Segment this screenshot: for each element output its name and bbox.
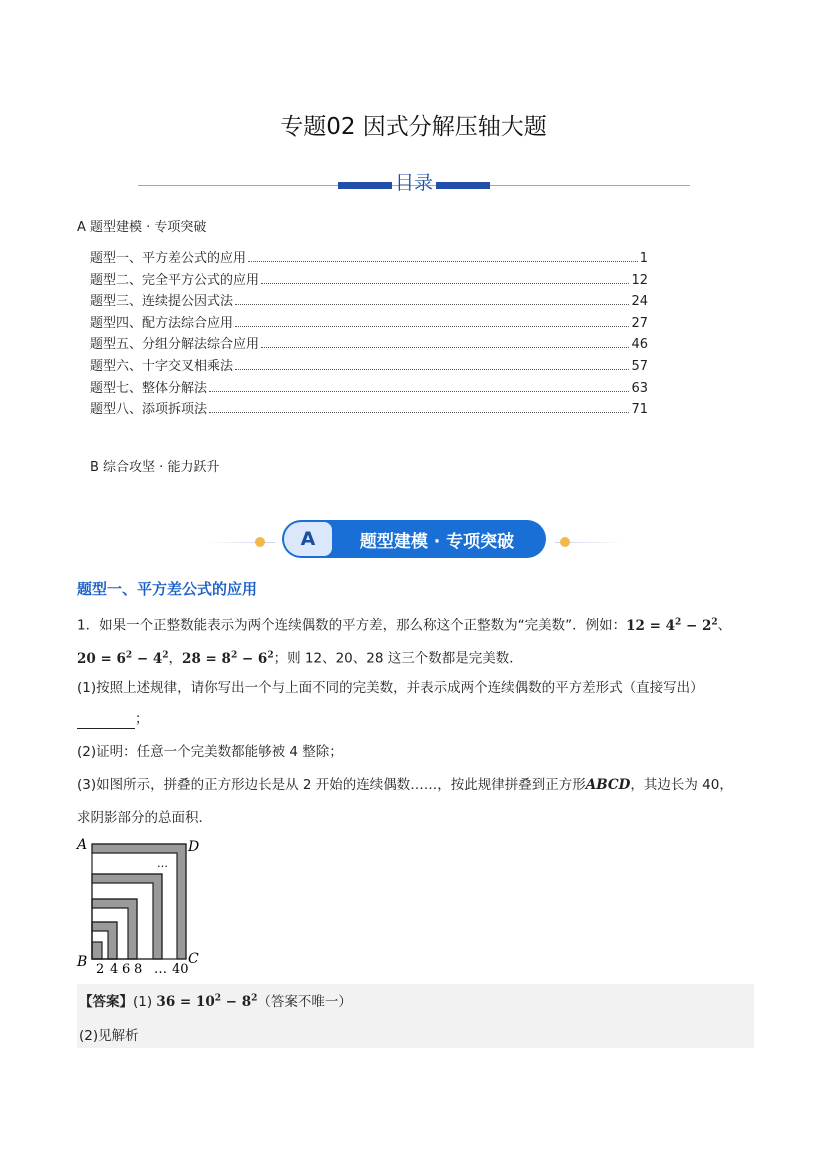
bottom-label: 2	[96, 962, 105, 976]
toc-item-label: 题型八、添项拆项法	[90, 402, 208, 418]
toc-item-page: 24	[631, 294, 648, 310]
toc-item-label: 题型五、分组分解法综合应用	[90, 337, 260, 353]
toc-item-label: 题型六、十字交叉相乘法	[90, 359, 234, 374]
equation-3: $28 = 8^2 - 6^2$	[182, 650, 274, 667]
question-3-line-1: (3)如图所示，拼叠的正方形边长是从 2 开始的连续偶数……，按此规律拼叠到正方形ABCD，其边长为 40，	[77, 777, 733, 793]
toc-item-label: 题型一、平方差公式的应用	[90, 251, 247, 266]
banner-text: 题型建模 · 专项突破	[359, 531, 515, 552]
square-abcd: ABCD	[585, 777, 631, 793]
toc-section-a: A 题型建模 · 专项突破	[77, 220, 207, 235]
equation-1: $12 = 4^2 - 2^2$	[626, 617, 718, 634]
toc-item[interactable]	[90, 378, 648, 396]
toc-bar-right	[436, 182, 490, 189]
corner-d: D	[188, 839, 200, 855]
nested-squares-figure	[74, 836, 204, 976]
toc-bar-left	[338, 182, 392, 189]
banner-dot-left	[255, 537, 265, 547]
toc-item[interactable]	[90, 248, 648, 266]
problem-line-1: 1．如果一个正整数能表示为两个连续偶数的平方差，那么称这个正整数为“完美数”．例如：$12 = 4^2 - 2^2$、	[77, 617, 732, 634]
toc-label: 目录	[394, 172, 433, 194]
corner-c: C	[188, 951, 199, 967]
answer-equation: $36 = 10^2 - 8^2$	[156, 993, 258, 1010]
bottom-label: 40	[172, 962, 189, 976]
toc-section-b: B 综合攻坚 · 能力跃升	[90, 460, 220, 475]
problem-line-2-tail: ；则 12、20、28 这三个数都是完美数．	[273, 650, 523, 667]
toc-item[interactable]	[90, 291, 648, 309]
answer-box	[77, 984, 754, 1048]
toc-item-label: 题型四、配方法综合应用	[90, 315, 234, 331]
bottom-label: 4	[110, 962, 119, 976]
section-heading: 题型一、平方差公式的应用	[77, 580, 258, 598]
toc-leader-dots	[235, 369, 629, 370]
bottom-label: …	[154, 962, 167, 976]
toc-item-page: 1	[639, 251, 648, 266]
answer-line-1: 【答案】(1) $36 = 10^2 - 8^2$（答案不唯一）	[79, 993, 352, 1010]
toc-item-page: 63	[631, 380, 648, 396]
question-3-line-2: 求阴影部分的总面积．	[77, 810, 212, 826]
square-2	[92, 942, 102, 959]
toc-item-page: 12	[631, 272, 648, 288]
bottom-labels	[96, 962, 189, 976]
toc-item[interactable]	[90, 334, 648, 352]
bottom-label: 8	[134, 962, 143, 976]
question-2: (2)证明：任意一个完美数都能够被 4 整除；	[77, 744, 343, 760]
answer-label: 【答案】	[79, 994, 133, 1010]
toc-leader-dots	[261, 347, 629, 348]
toc-item-page: 27	[631, 315, 648, 331]
toc-item-label: 题型二、完全平方公式的应用	[90, 272, 260, 288]
toc-item-page: 71	[631, 402, 648, 418]
toc-leader-dots	[235, 326, 629, 327]
problem-intro: 1．如果一个正整数能表示为两个连续偶数的平方差，那么称这个正整数为“完美数”．例如：	[77, 617, 627, 634]
toc-leader-dots	[248, 261, 638, 262]
toc-leader-dots	[235, 304, 629, 305]
question-1: (1)按照上述规律，请你写出一个与上面不同的完美数，并表示成两个连续偶数的平方差形式（直接写出）	[77, 680, 704, 696]
toc-item-label: 题型三、连续提公因式法	[90, 294, 234, 310]
page-title: 专题02 因式分解压轴大题	[280, 114, 547, 140]
toc-leader-dots	[209, 412, 629, 413]
toc-item[interactable]	[90, 356, 648, 374]
corner-a: A	[77, 837, 88, 853]
section-banner	[282, 520, 546, 558]
equation-2: $20 = 6^2 - 4^2$	[77, 650, 169, 667]
banner-letter: A	[284, 522, 332, 556]
toc-item-page: 57	[631, 359, 648, 374]
toc-leader-dots	[261, 283, 629, 284]
toc-item[interactable]	[90, 270, 648, 288]
answer-line-2: (2)见解析	[79, 1028, 139, 1044]
banner-dot-right	[560, 537, 570, 547]
bottom-label: 6	[122, 962, 131, 976]
toc-leader-dots	[209, 391, 629, 392]
answer-note: （答案不唯一）	[257, 994, 352, 1010]
corner-b: B	[77, 954, 88, 970]
toc-item-label: 题型七、整体分解法	[90, 380, 208, 396]
toc-item[interactable]	[90, 313, 648, 331]
toc-item[interactable]	[90, 399, 648, 417]
question-1-answer-line: ；	[77, 709, 757, 729]
toc-item-page: 46	[631, 337, 648, 353]
answer-blank	[77, 714, 135, 729]
figure-dots: …	[157, 857, 168, 870]
problem-line-2: $20 = 6^2 - 4^2$，$28 = 8^2 - 6^2$；则 12、20、28 这三个数都是完美数．	[77, 650, 523, 667]
shaded-l-shapes	[92, 844, 186, 959]
